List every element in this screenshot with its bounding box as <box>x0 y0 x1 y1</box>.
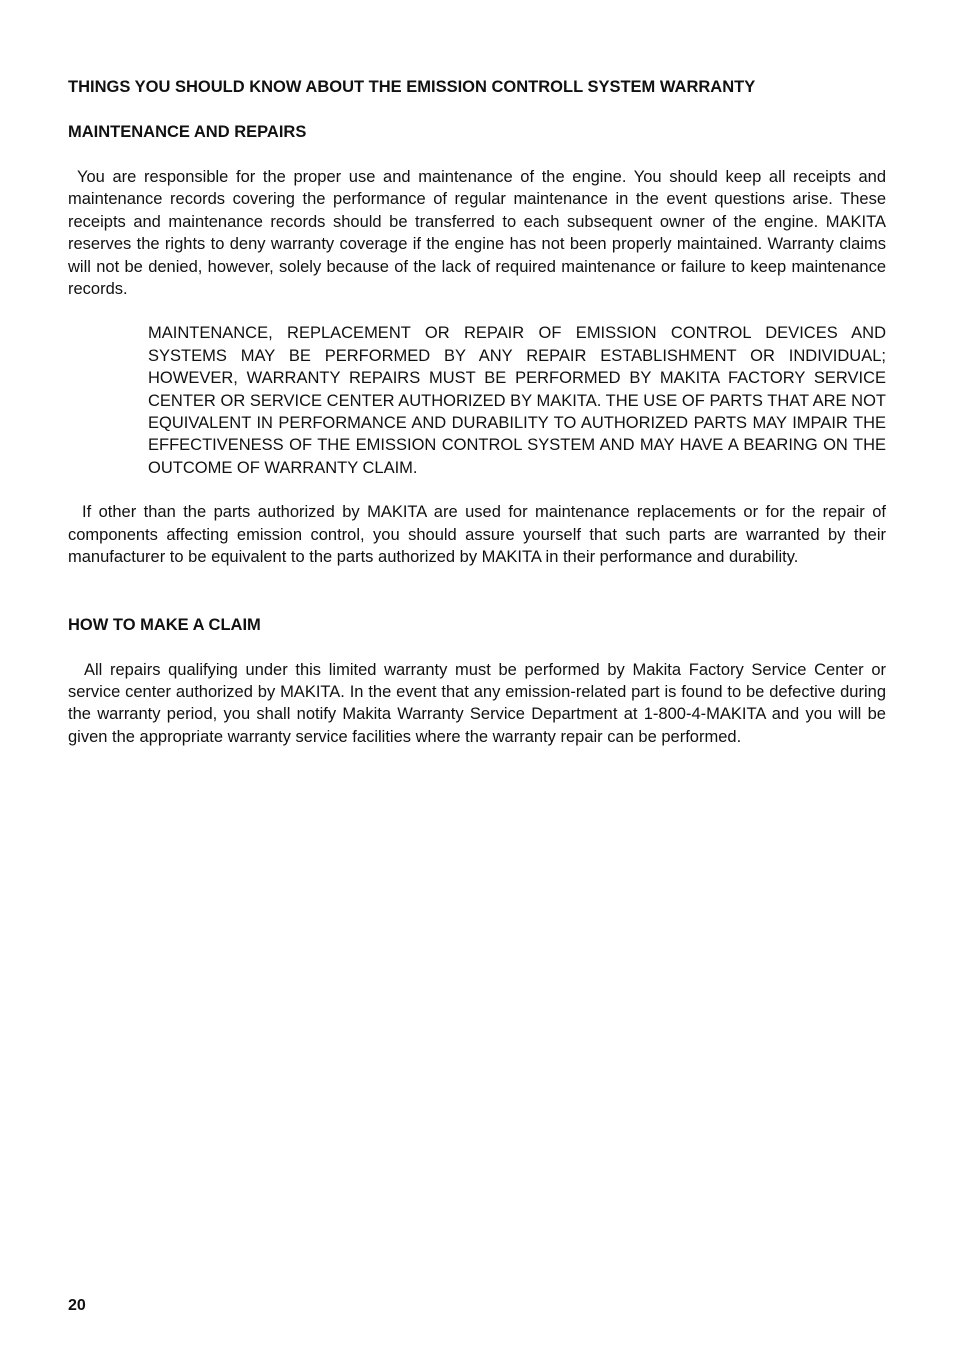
maintenance-heading: MAINTENANCE AND REPAIRS <box>68 123 307 141</box>
page-number: 20 <box>68 1297 86 1314</box>
maintenance-notice: MAINTENANCE, REPLACEMENT OR REPAIR OF EMISSION CONTROL DEVICES AND SYSTEMS MAY BE PERFORMED BY ANY REPAIR ESTABLISHMENT OR INDIVIDUAL; HOWEVER, WARRANTY REPAIRS MUST BE PERFORMED BY MAKITA FACTORY SERVICE CENTER OR SERVICE CENTER AUTHORIZED BY MAKITA. THE USE OF PARTS THAT ARE NOT EQUIVALENT IN PERFORMANCE AND DURABILITY TO AUTHORIZED PARTS MAY IMPAIR THE EFFECTIVENESS OF THE EMISSION CONTROL SYSTEM AND MAY HAVE A BEARING ON THE OUTCOME OF WARRANTY CLAIM. <box>148 324 886 477</box>
parts-paragraph: If other than the parts authorized by MAKITA are used for maintenance replacements or for the repair of components affecting emission control, you should assure yourself that such parts are warranted by their manufacturer to be equivalent to the parts authorized by MAKITA in their performance and durability. <box>68 503 886 567</box>
maintenance-paragraph: You are responsible for the proper use and maintenance of the engine. You should keep all receipts and maintenance records covering the performance of regular maintenance in the event questions arise. These receipts and maintenance records should be transferred to each subsequent owner of the engine. MAKITA reserves the rights to deny warranty coverage if the engine has not been properly maintained. Warranty claims will not be denied, however, solely because of the lack of required maintenance or failure to keep maintenance records. <box>68 168 886 299</box>
claim-heading: HOW TO MAKE A CLAIM <box>68 615 261 634</box>
claim-paragraph: All repairs qualifying under this limited warranty must be performed by Makita Factory Service Center or service center authorized by MAKITA. In the event that any emission-related part is found to be defective during the warranty period, you shall notify Makita Warranty Service Department at 1-800-4-MAKITA and you will be given the appropriate warranty service facilities where the warranty repair can be performed. <box>68 660 886 746</box>
document-title: THINGS YOU SHOULD KNOW ABOUT THE EMISSION CONTROLL SYSTEM WARRANTY <box>68 78 756 96</box>
document-page <box>68 76 886 748</box>
